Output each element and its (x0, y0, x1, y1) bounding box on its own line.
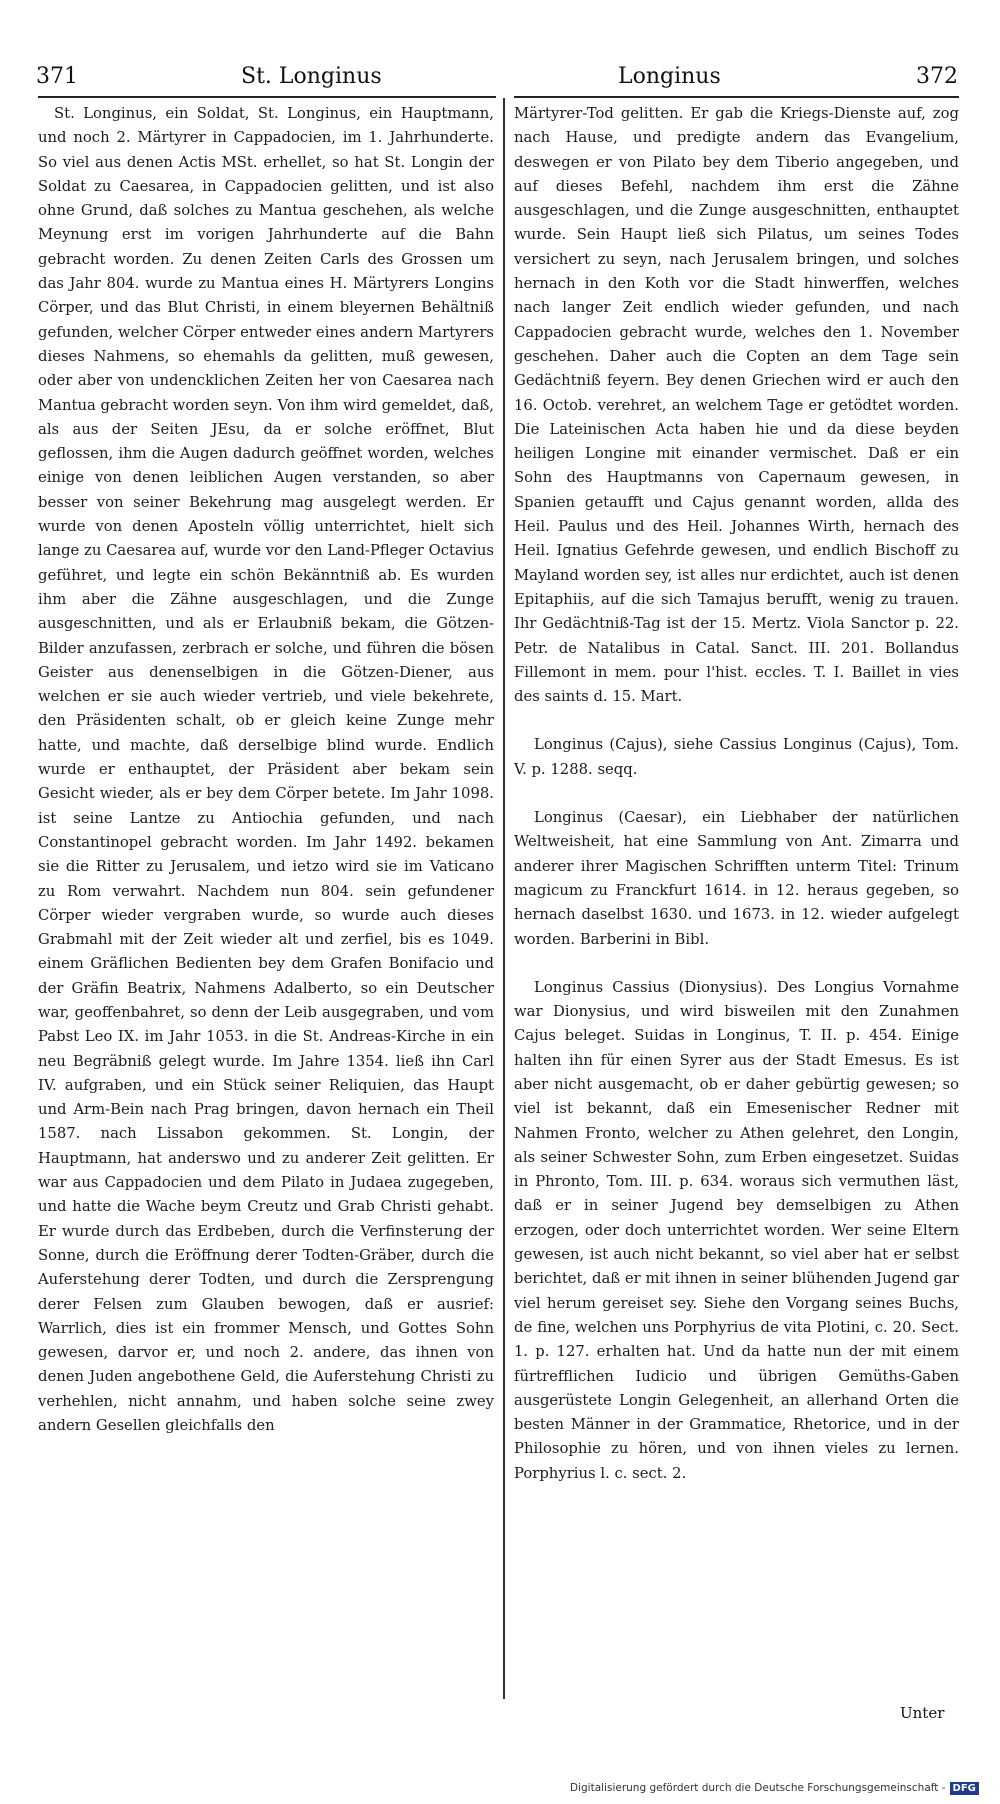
right-page-number: 372 (916, 64, 958, 89)
left-text-column (38, 102, 494, 1438)
entry-longinus-cassius: Longinus Cassius (Dionysius). Des Longius Vornahme war Dionysius, und wird bisweilen mit den Zunahmen Cajus beleget. Suidas in Longinus, T. II. p. 454. Einige halten ihn für einen Syrer aus der Stadt Emesus. Es ist aber nicht ausgemacht, ob er daher gebürtig gewesen; so viel ist bekannt, daß ein Emesenischer Redner mit Nahmen Fronto, welcher zu Athen gelehret, den Longin, als seiner Schwester Sohn, zum Erben eingesetzet. Suidas in Phronto, Tom. III. p. 634. woraus sich vermuthen läst, daß er in seiner Jugend bey demselbigen zu Athen erzogen, oder doch unterrichtet worden. Wer seine Eltern gewesen, ist auch nicht bekannt, so viel aber hat er selbst berichtet, daß er mit ihnen in seiner blühenden Jugend gar viel herum gereiset sey. Siehe den Vorgang seines Buchs, de fine, welchen uns Porphyrius de vita Plotini, c. 20. Sect. 1. p. 127. erhalten hat. Und da hatte nun der mit einem fürtrefflichen Iudicio und übrigen Gemüths-Gaben ausgerüstete Longin Gelegenheit, an allerhand Orten die besten Männer in der Grammatice, Rhetorice, und in der Philosophie zu hören, und von ihnen vieles zu lernen. Porphyrius l. c. sect. 2. (514, 978, 959, 1482)
entry-spacer (514, 952, 959, 976)
entry-st-longinus: St. Longinus, ein Soldat, St. Longinus, ein Hauptmann, und noch 2. Märtyrer in Cappadocien, im 1. Jahrhunderte. So viel aus denen Actis MSt. erhellet, so hat St. Longin der Soldat zu Caesarea, in Cappadocien gelitten, und ist also ohne Grund, daß solches zu Mantua geschehen, als welche Meynung erst im vorigen Jahrhunderte auf die Bahn gebracht worden. Zu denen Zeiten Carls des Grossen um das Jahr 804. wurde zu Mantua eines H. Märtyrers Longins Cörper, und das Blut Christi, in einem bleyernen Behältniß gefunden, welcher Cörper entweder eines andern Martyrers dieses Nahmens, so ehemahls da gelitten, muß gewesen, oder aber von undencklichen Zeiten her von Caesarea nach Mantua gebracht worden seyn. Von ihm wird gemeldet, daß, als aus der Seiten JEsu, da er solche eröffnet, Blut geflossen, ihm die Augen dadurch geöffnet worden, welches einige von denen leiblichen Augen verstanden, so aber besser von seiner Bekehrung mag ausgelegt werden. Er wurde von denen Aposteln völlig unterrichtet, hielt sich lange zu Caesarea auf, wurde vor den Land-Pfleger Octavius geführet, und legte ein schön Bekänntniß ab. Es wurden ihm aber die Zähne ausgeschlagen, und die Zunge ausgeschnitten, und als er Erlaubniß bekam, die Götzen-Bilder anzufassen, zerbrach er solche, und führen die bösen Geister aus denenselbigen in die Götzen-Diener, aus welchen er sie auch wieder vertrieb, und viele bekehrete, den Präsidenten schalt, ob er gleich keine Zunge mehr hatte, und machte, daß derselbige blind wurde. Endlich wurde er enthauptet, der Präsident aber bekam sein Gesicht wieder, als er bey dem Cörper betete. Im Jahr 1098. ist seine Lantze zu Antiochia gefunden, und nach Constantinopel gebracht worden. Im Jahr 1492. bekamen sie die Ritter zu Jerusalem, und ietzo wird sie im Vaticano zu Rom verwahrt. Nachdem nun 804. sein gefundener Cörper wieder vergraben wurde, so wurde auch dieses Grabmahl mit der Zeit wieder alt und zerfiel, bis es 1049. einem Gräflichen Bedienten bey dem Grafen Bonifacio und der Gräfin Beatrix, Nahmens Adalberto, so ein Deutscher war, geoffenbahret, so denn der Leib ausgegraben, und vom Pabst Leo IX. im Jahr 1053. in die St. Andreas-Kirche in ein neu Begräbniß gelegt wurde. Im Jahre 1354. ließ ihn Carl IV. aufgraben, und ein Stück seiner Reliquien, das Haupt und Arm-Bein nach Prag bringen, davon hernach ein Theil 1587. nach Lissabon gekommen. St. Longin, der Hauptmann, hat anderswo und zu anderer Zeit gelitten. Er war aus Cappadocien und dem Pilato in Judaea zugegeben, und hatte die Wache beym Creutz und Grab Christi gehabt. Er wurde durch das Erdbeben, durch die Verfinsterung der Sonne, durch die Eröffnung derer Todten-Gräber, durch die Auferstehung derer Todten, und durch die Zersprengung derer Felsen zum Glauben bewogen, daß er ausrief: Warrlich, dies ist ein frommer Mensch, und Gottes Sohn gewesen, darvor er, und noch 2. andere, das ihnen von denen Juden angebothene Geld, die Auferstehung Christi zu verhehlen, nicht annahm, und haben solche seine zwey andern Gesellen gleichfalls den (38, 105, 494, 1435)
right-running-title: Longinus (618, 64, 721, 89)
entry-longinus-cajus: Longinus (Cajus), siehe Cassius Longinus (Cajus), Tom. V. p. 1288. seqq. (514, 736, 959, 778)
left-running-title: St. Longinus (241, 64, 382, 89)
left-page-header (36, 64, 496, 98)
entry-longinus-caesar: Longinus (Caesar), ein Liebhaber der natürlichen Weltweisheit, hat eine Sammlung von Ant. Zimarra und anderer ihrer Magischen Schrifften unterm Titel: Trinum magicum zu Franckfurt 1614. in 12. heraus gegeben, so hernach daselbst 1630. und 1673. in 12. wieder aufgelegt worden. Barberini in Bibl. (514, 809, 959, 948)
catchword: Unter (900, 1704, 945, 1722)
entry-spacer (514, 709, 959, 733)
dfg-logo: DFG (950, 1782, 979, 1795)
right-text-column (514, 102, 959, 1486)
column-separator (503, 98, 505, 1699)
left-page-number: 371 (36, 64, 78, 89)
digitization-footer (570, 1782, 976, 1800)
header-rule-right (514, 96, 959, 98)
entry-st-longinus-continued: Märtyrer-Tod gelitten. Er gab die Kriegs-Dienste auf, zog nach Hause, und predigte andern das Evangelium, deswegen er von Pilato bey dem Tiberio angegeben, und auf dieses Befehl, nachdem ihm erst die Zähne ausgeschlagen, und die Zunge ausgeschnitten, enthauptet wurde. Sein Haupt ließ sich Pilatus, um seines Todes versichert zu seyn, nach Jerusalem bringen, und solches hernach in den Koth vor die Stadt hinwerffen, welches nach langer Zeit endlich wieder gefunden, und nach Cappadocien gebracht wurde, welches den 1. November geschehen. Daher auch die Copten an dem Tage sein Gedächtniß feyern. Bey denen Griechen wird er auch den 16. Octob. verehret, an welchem Tage er getödtet worden. Die Lateinischen Acta haben hie und da diese beyden heiligen Longine mit einander vermischet. Daß er ein Sohn des Hauptmanns von Capernaum gewesen, in Spanien getaufft und Cajus genannt worden, allda des Heil. Paulus und des Heil. Johannes Wirth, hernach des Heil. Ignatius Gefehrde gewesen, und endlich Bischoff zu Mayland worden sey, ist alles nur erdichtet, auch ist denen Epitaphiis, auf die sich Tamajus berufft, wenig zu trauen. Ihr Gedächtniß-Tag ist der 15. Mertz. Viola Sanctor p. 22. Petr. de Natalibus in Catal. Sanct. III. 201. Bollandus Fillemont in mem. pour l'hist. eccles. T. I. Baillet in vies des saints d. 15. Mart. (514, 105, 959, 706)
header-rule-left (38, 96, 496, 98)
footer-credit-text: Digitalisierung gefördert durch die Deutsche Forschungsgemeinschaft - (570, 1782, 946, 1794)
entry-spacer (514, 782, 959, 806)
right-page-header (512, 64, 958, 98)
